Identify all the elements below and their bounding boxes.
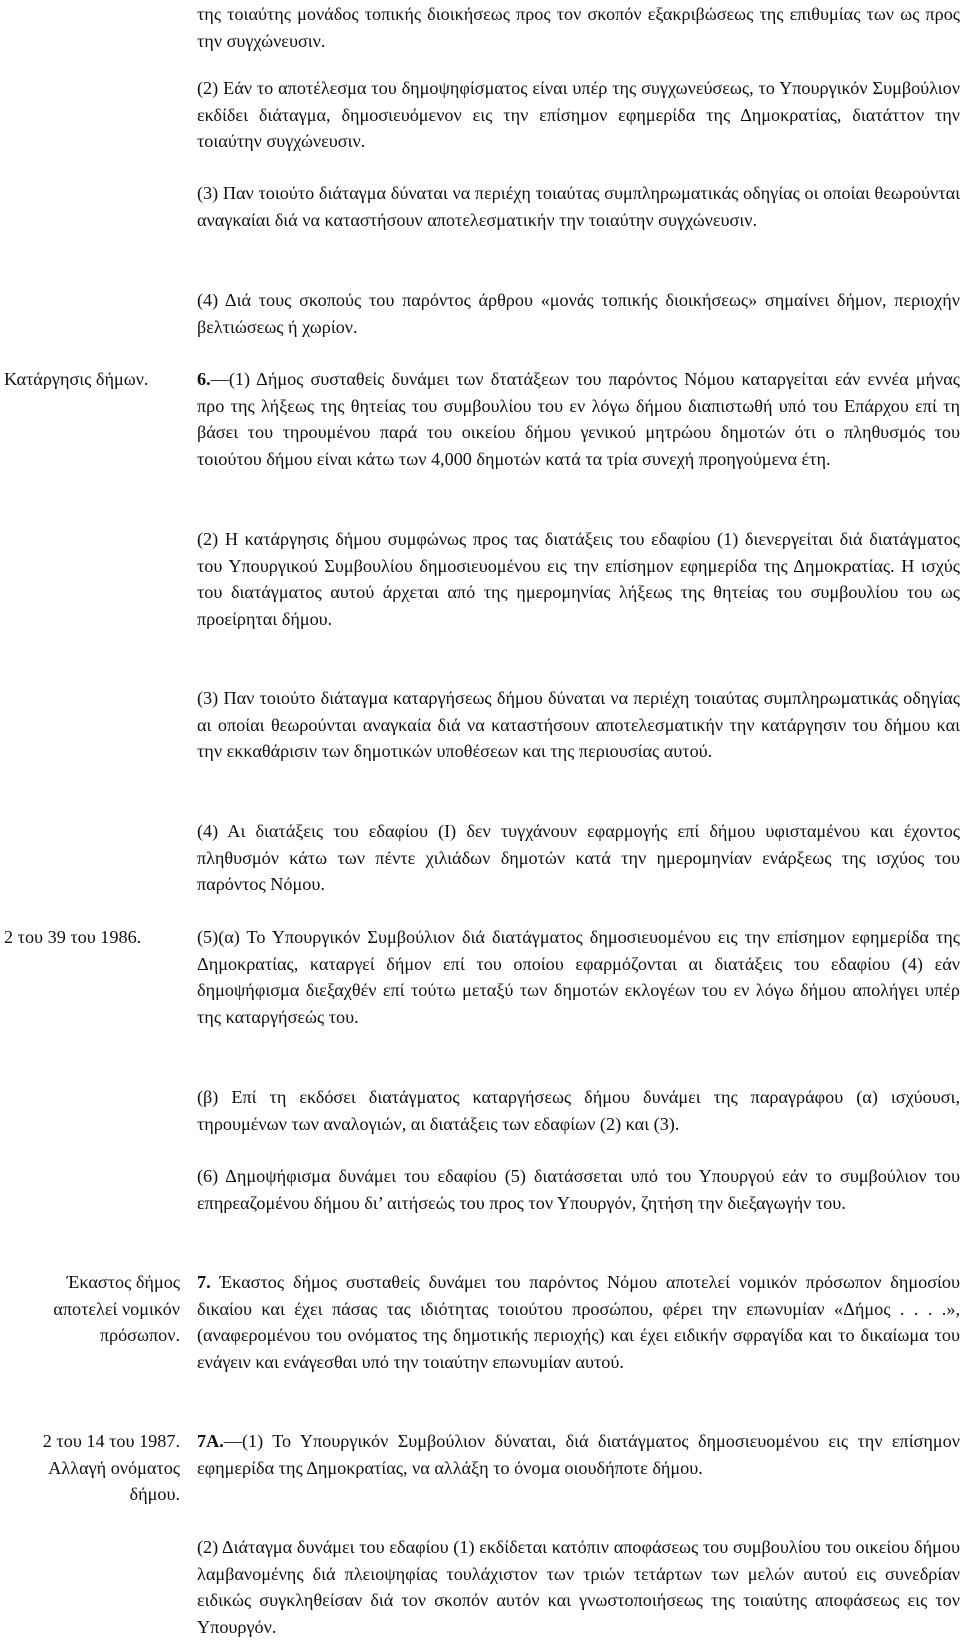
paragraph-6-1-text: —(1) Δήμος συσταθείς δυνάμει των δτατάξεων του παρόντος Νόμου καταργείται εάν εννέα μήνας προ της λήξεως της θητείας του συμβουλίου του εν λόγω δήμου διαπιστωθή υπό του Επάρχου επί τη βάσει του τηρουμένου παρά του οικείου δήμου γενικού μητρώου δημοτών ότι ο πληθυσμός του τοιούτου δήμου είναι κάτω των 4,000 δημοτών κατά τα τρία συνεχή προηγούμενα έτη. bbox=[197, 369, 960, 469]
margin-note-katargisis: Κατάργησις δήμων. bbox=[4, 369, 149, 389]
margin-note-amendment-1986: 2 του 39 του 1986. bbox=[4, 927, 142, 947]
paragraph-6-4: (4) Αι διατάξεις του εδαφίου (I) δεν τυγχάνουν εφαρμογής επί δήμου υφισταμένου και έχοντος πληθυσμόν κάτω των πέντε χιλιάδων δημοτών κατά την ημερομηνίαν ενάρξεως της ισχύος του παρόντος Νόμου. bbox=[197, 821, 960, 894]
paragraph-6-5a: (5)(α) Το Υπουργικόν Συμβούλιον διά διατάγματος δημοσιευομένου εις την επίσημον εφημερίδα της Δημοκρατίας, καταργεί δήμον επί του οποίου εφαρμόζονται αι διατάξεις του εδαφίου (4) εάν δημοψήφισμα διεξαχθέν επί τούτω μεταξύ των δημοτών εκλογέων του εν λόγω δήμου απολήγει υπέρ της καταργήσεώς του. bbox=[197, 927, 960, 1027]
paragraph-6-1 bbox=[197, 366, 960, 472]
paragraph-5-3: (3) Παν τοιούτο διάταγμα δύναται να περιέχη τοιαύτας συμπληρωματικάς οδηγίας οι οποίαι θεωρούνται αναγκαίαι διά να καταστήσουν αποτελεσματικήν την τοιαύτην συγχώνευσιν. bbox=[197, 183, 960, 230]
paragraph-7a-1-text: —(1) Το Υπουργικόν Συμβούλιον δύναται, διά διατάγματος δημοσιευομένου εις την επίσημον εφημερίδα της Δημοκρατίας, να αλλάξη το όνομα οιουδήποτε δήμου. bbox=[197, 1431, 960, 1478]
margin-note-line: Έκαστος δήμος bbox=[66, 1272, 180, 1292]
paragraph-5-4: (4) Διά τους σκοπούς του παρόντος άρθρου «μονάς τοπικής διοικήσεως» σημαίνει δήμον, περιοχήν βελτιώσεως ή χωρίον. bbox=[197, 290, 960, 337]
section-number-7a: 7Α. bbox=[197, 1431, 224, 1451]
section-number-7: 7. bbox=[197, 1272, 211, 1292]
margin-note-allagi-onomatos bbox=[4, 1428, 180, 1508]
margin-note-line: αποτελεί νομικόν bbox=[53, 1298, 180, 1319]
paragraph-7a-1 bbox=[197, 1428, 960, 1481]
paragraph-7-text: Έκαστος δήμος συσταθείς δυνάμει του παρόντος Νόμου αποτελεί νομικόν πρόσωπον δημοσίου δικαίου και έχει πάσας τας ιδιότητας τοιούτου προσώπου, φέρει την επωνυμίαν «Δήμος . . . .», (αναφερομένου του ονόματος της δημοτικής περιοχής) και έχει ειδικήν σφραγίδα και το δικαίωμα του ενάγειν και ενάγεσθαι υπό την τοιαύτην επωνυμίαν αυτού. bbox=[197, 1272, 960, 1372]
margin-note-nomiko-prosopo bbox=[4, 1269, 180, 1349]
paragraph-continuation: της τοιαύτης μονάδος τοπικής διοικήσεως προς τον σκοπόν εξακριβώσεως της επιθυμίας των ως προς την συγχώνευσιν. bbox=[197, 4, 960, 51]
margin-note-line: Αλλαγή ονόματος bbox=[48, 1457, 180, 1478]
paragraph-6-3: (3) Παν τοιούτο διάταγμα καταργήσεως δήμου δύναται να περιέχη τοιαύτας συμπληρωματικάς οδηγίας αι οποίαι θεωρούνται αναγκαία διά να καταστήσουν αποτελεσματικήν την κατάργησιν του δήμου και την εκκαθάρισιν των δημοτικών υποθέσεων και της περιουσίας αυτού. bbox=[197, 688, 960, 761]
margin-note-line: πρόσωπον. bbox=[99, 1325, 180, 1345]
paragraph-6-5b: (β) Επί τη εκδόσει διατάγματος καταργήσεως δήμου δυνάμει της παραγράφου (α) ισχύουσι, τηρουμένων των αναλογιών, αι διατάξεις των εδαφίων (2) και (3). bbox=[197, 1087, 960, 1134]
margin-note-line: 2 του 14 του 1987. bbox=[42, 1431, 180, 1451]
paragraph-6-6: (6) Δημοψήφισμα δυνάμει του εδαφίου (5) διατάσσεται υπό του Υπουργού εάν το συμβούλιον του επηρεαζομένου δήμου δι’ αιτήσεώς του προς τον Υπουργόν, ζητήση την διεξαγωγήν του. bbox=[197, 1166, 960, 1213]
paragraph-5-2: (2) Εάν το αποτέλεσμα του δημοψηφίσματος είναι υπέρ της συγχωνεύσεως, το Υπουργικόν Συμβούλιον εκδίδει διάταγμα, δημοσιευόμενον εις την επίσημον εφημερίδα της Δημοκρατίας, διατάττον την τοιαύτην συγχώνευσιν. bbox=[197, 78, 960, 151]
section-number-6: 6. bbox=[197, 369, 211, 389]
paragraph-7a-2: (2) Διάταγμα δυνάμει του εδαφίου (1) εκδίδεται κατόπιν αποφάσεως του συμβουλίου του οικείου δήμου λαμβανομένης διά πλειοψηφίας τουλάχιστον των τριών τετάρτων των μελών αυτού εις συνεδρίαν ειδικώς συγκληθείσαν διά τον σκοπόν αυτόν και γνωστοποιήσεως της τοιαύτης αποφάσεως εις τον Υπουργόν. bbox=[197, 1537, 960, 1637]
paragraph-6-2: (2) Η κατάργησις δήμου συμφώνως προς τας διατάξεις του εδαφίου (1) διενεργείται διά διατάγματος του Υπουργικού Συμβουλίου δημοσιευομένου εις την επίσημον εφημερίδα της Δημοκρατίας. Η ισχύς του διατάγματος αυτού άρχεται από της ημερομηνίας λήξεως της θητείας του συμβουλίου του ως προείρηται δήμου. bbox=[197, 529, 960, 629]
paragraph-7 bbox=[197, 1269, 960, 1375]
margin-note-line: δήμου. bbox=[129, 1484, 180, 1504]
